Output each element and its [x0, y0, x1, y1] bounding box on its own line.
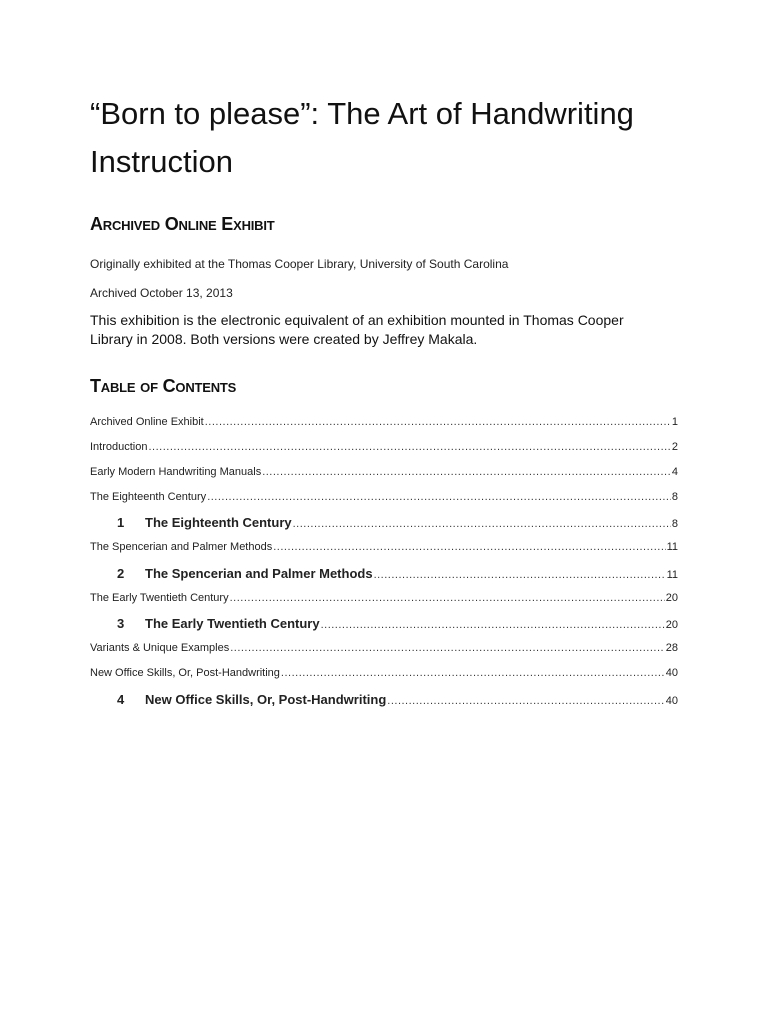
- toc-leader-dots: [374, 569, 666, 581]
- toc-entry-spencerian-palmer[interactable]: [90, 541, 678, 559]
- toc-page-number: 20: [665, 619, 678, 631]
- toc-subentry-spencerian-palmer[interactable]: [117, 566, 678, 584]
- toc-page-number: 40: [665, 667, 678, 679]
- toc-leader-dots: [321, 619, 665, 631]
- toc-entry-label: The Early Twentieth Century: [145, 616, 320, 631]
- toc-leader-dots: [262, 466, 671, 478]
- toc-heading: Table of Contents: [90, 376, 237, 396]
- description-paragraph: This exhibition is the electronic equivalent of an exhibition mounted in Thomas Cooper Library in 2008. Both versions were created by Jeffrey Makala.: [90, 312, 624, 347]
- toc-entry-early-twentieth-century[interactable]: [90, 592, 678, 610]
- toc-entry-archived-online-exhibit[interactable]: [90, 416, 678, 434]
- toc-section-number: 3: [117, 616, 125, 631]
- toc-page-number: 40: [665, 695, 678, 707]
- toc-entry-eighteenth-century[interactable]: [90, 491, 678, 509]
- toc-entry-early-modern-manuals[interactable]: [90, 466, 678, 484]
- toc-page-number: 1: [671, 416, 678, 428]
- toc-page-number: 11: [666, 541, 678, 553]
- toc-entry-variants-unique[interactable]: [90, 642, 678, 660]
- toc-leader-dots: [230, 592, 665, 604]
- toc-page-number: 8: [671, 491, 678, 503]
- origin-note: Originally exhibited at the Thomas Cooper Library, University of South Carolina: [90, 257, 509, 271]
- toc-leader-dots: [207, 491, 671, 503]
- toc-entry-label: Introduction: [90, 441, 148, 453]
- toc-entry-label: Variants & Unique Examples: [90, 642, 230, 654]
- toc-entry-label: The Spencerian and Palmer Methods: [90, 541, 273, 553]
- toc-page-number: 2: [671, 441, 678, 453]
- toc-leader-dots: [273, 541, 665, 553]
- toc-page-number: 8: [671, 518, 678, 530]
- toc-entry-label: The Eighteenth Century: [90, 491, 207, 503]
- toc-entry-label: The Eighteenth Century: [145, 515, 292, 530]
- toc-entry-label: The Spencerian and Palmer Methods: [145, 566, 373, 581]
- document-title: “Born to please”: The Art of Handwriting Instruction: [90, 96, 634, 179]
- toc-section-number: 1: [117, 515, 125, 530]
- toc-subentry-eighteenth-century[interactable]: [117, 515, 678, 533]
- toc-page-number: 4: [671, 466, 678, 478]
- toc-leader-dots: [281, 667, 665, 679]
- toc-leader-dots: [293, 518, 671, 530]
- toc-entry-label: The Early Twentieth Century: [90, 592, 229, 604]
- toc-page-number: 28: [665, 642, 678, 654]
- toc-subentry-new-office-skills[interactable]: [117, 692, 678, 710]
- toc-entry-label: Early Modern Handwriting Manuals: [90, 466, 262, 478]
- toc-entry-label: New Office Skills, Or, Post-Handwriting: [90, 667, 280, 679]
- toc-entry-label: Archived Online Exhibit: [90, 416, 204, 428]
- toc-leader-dots: [148, 441, 670, 453]
- toc-leader-dots: [230, 642, 665, 654]
- toc-leader-dots: [387, 695, 664, 707]
- toc-page-number: 20: [665, 592, 678, 604]
- toc-entry-new-office-skills[interactable]: [90, 667, 678, 685]
- archived-date: Archived October 13, 2013: [90, 286, 233, 300]
- toc-section-number: 2: [117, 566, 125, 581]
- toc-section-number: 4: [117, 692, 125, 707]
- archived-exhibit-heading: Archived Online Exhibit: [90, 214, 275, 234]
- toc-leader-dots: [205, 416, 671, 428]
- toc-page-number: 11: [666, 569, 678, 581]
- toc-subentry-early-twentieth-century[interactable]: [117, 616, 678, 634]
- toc-entry-label: New Office Skills, Or, Post-Handwriting: [145, 692, 387, 707]
- toc-entry-introduction[interactable]: [90, 441, 678, 459]
